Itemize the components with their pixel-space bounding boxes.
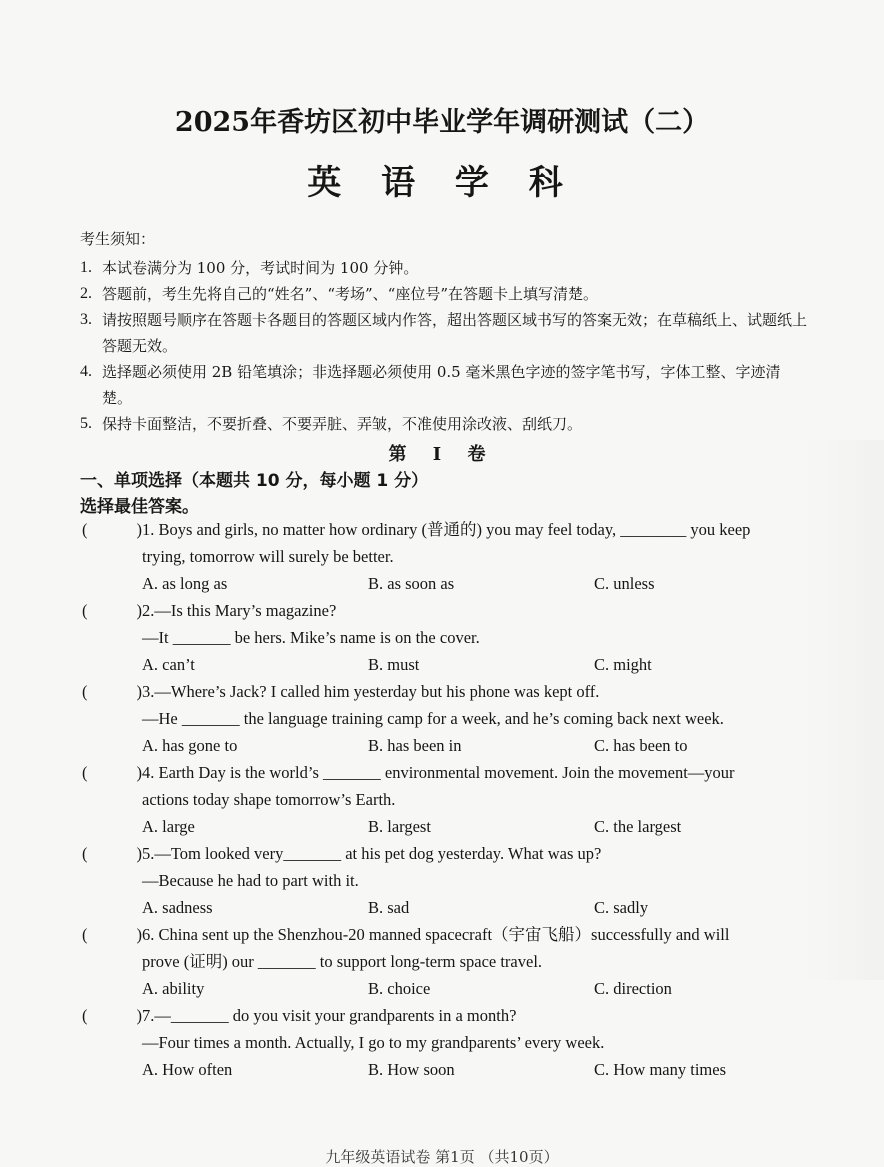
question-stem-line xyxy=(80,786,810,813)
question xyxy=(80,678,810,759)
question-stem-line: ( ) 6. China sent up the Shenzhou-20 manned spacecraft（宇宙飞船）successfully and will xyxy=(82,925,730,944)
option-b: B. must xyxy=(368,655,420,674)
question-text: 2.—Is this Mary’s magazine? xyxy=(142,601,337,620)
show-through-shadow xyxy=(804,440,884,980)
section-subtitle: 选择最佳答案。 xyxy=(80,497,199,517)
instruction-number: 4. xyxy=(80,363,92,380)
instruction-item xyxy=(80,359,810,411)
question-stem-line: ( ) 1. Boys and girls, no matter how ordinary (普通的) you may feel today, ________ you keep xyxy=(82,520,751,539)
option-row xyxy=(80,1056,810,1083)
question-text: 5.—Tom looked very_______ at his pet dog yesterday. What was up? xyxy=(142,844,602,863)
instruction-item xyxy=(80,411,810,437)
question-stem-line xyxy=(80,1029,810,1056)
question xyxy=(80,759,810,840)
instructions-block xyxy=(80,228,810,437)
question-stem-line xyxy=(80,867,810,894)
option-row xyxy=(80,651,810,678)
question-stem-line xyxy=(80,543,810,570)
option-row xyxy=(80,813,810,840)
question xyxy=(80,840,810,921)
question-text: 6. China sent up the Shenzhou-20 manned spacecraft（宇宙飞船）successfully and will xyxy=(142,925,730,944)
question-stem-line: ( ) 5.—Tom looked very_______ at his pet dog yesterday. What was up? xyxy=(82,844,602,863)
question-stem-line: ( ) 4. Earth Day is the world’s _______ environmental movement. Join the movement—your xyxy=(82,763,735,782)
instruction-number: 2. xyxy=(80,285,92,302)
option-c: C. has been to xyxy=(594,736,688,755)
option-b: B. has been in xyxy=(368,736,462,755)
question-list xyxy=(80,516,810,1083)
subject-title: 英 语 学 科 xyxy=(307,163,577,203)
option-b: B. largest xyxy=(368,817,431,836)
option-c: C. How many times xyxy=(594,1060,726,1079)
question-text: 7.—_______ do you visit your grandparents in a month? xyxy=(142,1006,517,1025)
question-text: —It _______ be hers. Mike’s name is on the cover. xyxy=(142,628,480,647)
part-title: 第 Ⅰ 卷 xyxy=(388,444,496,465)
question xyxy=(80,921,810,1002)
option-c: C. sadly xyxy=(594,898,649,917)
question xyxy=(80,1002,810,1083)
instruction-item xyxy=(80,281,810,307)
option-a: A. as long as xyxy=(142,574,228,593)
option-c: C. the largest xyxy=(594,817,682,836)
instructions-heading: 考生须知： xyxy=(80,230,156,248)
option-row xyxy=(80,975,810,1002)
instruction-number: 3. xyxy=(80,311,92,328)
question-text: —Because he had to part with it. xyxy=(142,871,359,890)
question-text: —Four times a month. Actually, I go to my grandparents’ every week. xyxy=(142,1033,605,1052)
option-a: A. large xyxy=(142,817,195,836)
instruction-text: 答题前，考生先将自己的“姓名”、“考场”、“座位号”在答题卡上填写清楚。 xyxy=(102,285,599,303)
instruction-text: 选择题必须使用 2B 铅笔填涂；非选择题必须使用 0.5 毫米黑色字迹的签字笔书写，字体工整、字迹清楚。 xyxy=(102,363,781,407)
option-c: C. direction xyxy=(594,979,672,998)
option-row xyxy=(80,894,810,921)
option-a: A. How often xyxy=(142,1060,233,1079)
question-text: trying, tomorrow will surely be better. xyxy=(142,547,394,566)
question-stem-line xyxy=(80,705,810,732)
instruction-item xyxy=(80,255,810,281)
instruction-text: 本试卷满分为 100 分，考试时间为 100 分钟。 xyxy=(102,259,419,277)
question-text: 3.—Where’s Jack? I called him yesterday but his phone was kept off. xyxy=(142,682,600,701)
option-b: B. sad xyxy=(368,898,410,917)
section-title: 一、单项选择（本题共 10 分，每小题 1 分） xyxy=(80,471,429,491)
question xyxy=(80,516,810,597)
option-row xyxy=(80,732,810,759)
instruction-item xyxy=(80,307,810,359)
option-a: A. has gone to xyxy=(142,736,238,755)
option-c: C. might xyxy=(594,655,652,674)
option-row xyxy=(80,570,810,597)
question-text: prove (证明) our _______ to support long-term space travel. xyxy=(142,952,543,971)
option-b: B. How soon xyxy=(368,1060,455,1079)
option-a: A. can’t xyxy=(142,655,195,674)
option-b: B. choice xyxy=(368,979,431,998)
option-a: A. ability xyxy=(142,979,205,998)
question-stem-line: ( ) 2.—Is this Mary’s magazine? xyxy=(82,601,337,620)
exam-title: 2025年香坊区初中毕业学年调研测试（二） xyxy=(174,107,710,138)
question-stem-line xyxy=(80,948,810,975)
question-stem-line: ( ) 3.—Where’s Jack? I called him yesterday but his phone was kept off. xyxy=(82,682,600,701)
page-footer: 九年级英语试卷 第1页 （共10页） xyxy=(325,1148,559,1166)
instruction-number: 5. xyxy=(80,415,92,432)
instruction-text: 保持卡面整洁，不要折叠、不要弄脏、弄皱，不准使用涂改液、刮纸刀。 xyxy=(102,415,583,433)
instruction-number: 1. xyxy=(80,259,92,276)
option-a: A. sadness xyxy=(142,898,213,917)
question-stem-line: ( ) 7.—_______ do you visit your grandparents in a month? xyxy=(82,1006,517,1025)
question xyxy=(80,597,810,678)
question-stem-line xyxy=(80,624,810,651)
option-c: C. unless xyxy=(594,574,655,593)
question-text: —He _______ the language training camp for a week, and he’s coming back next week. xyxy=(142,709,724,728)
question-text: 4. Earth Day is the world’s _______ environmental movement. Join the movement—your xyxy=(142,763,735,782)
option-b: B. as soon as xyxy=(368,574,455,593)
instruction-text: 请按照题号顺序在答题卡各题目的答题区域内作答，超出答题区域书写的答案无效；在草稿纸上、试题纸上答题无效。 xyxy=(102,311,808,355)
question-text: 1. Boys and girls, no matter how ordinary (普通的) you may feel today, ________ you keep xyxy=(142,520,751,539)
question-text: actions today shape tomorrow’s Earth. xyxy=(142,790,396,809)
